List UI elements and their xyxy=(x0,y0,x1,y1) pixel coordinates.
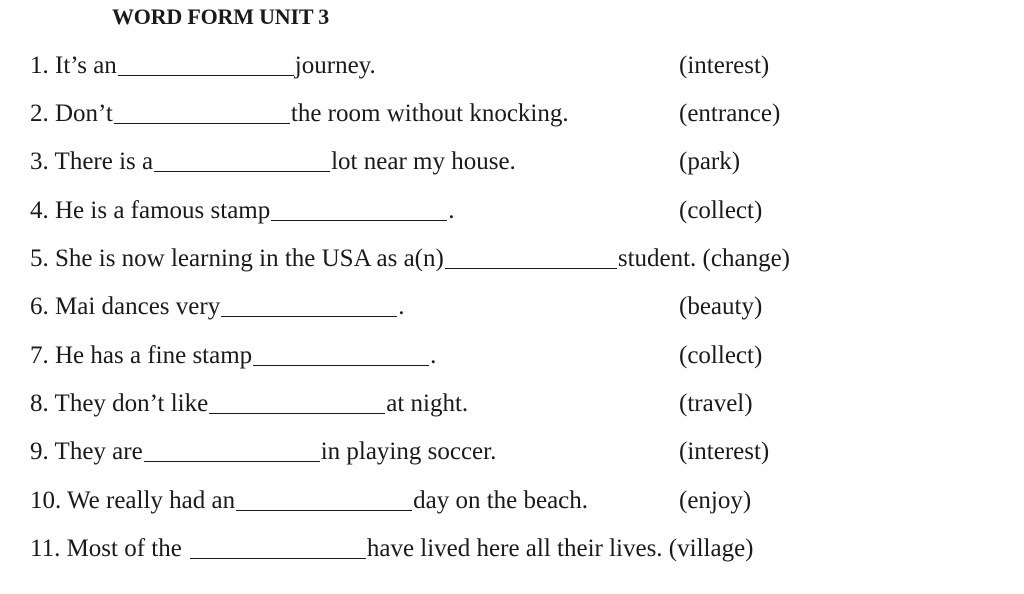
exercise-sentence xyxy=(30,50,376,82)
exercise-sentence xyxy=(30,243,790,275)
sentence-end: lot near my house. xyxy=(331,148,516,175)
word-hint: (travel) xyxy=(679,390,753,417)
sentence-end: the room without knocking. xyxy=(290,100,569,127)
exercise-sentence xyxy=(30,388,468,420)
exercise-sentence xyxy=(30,146,516,178)
answer-blank[interactable] xyxy=(118,51,294,76)
exercise-sentence xyxy=(30,195,454,227)
exercise-sentence xyxy=(30,533,754,565)
answer-blank[interactable] xyxy=(221,292,397,317)
word-hint: (collect) xyxy=(679,342,763,369)
exercise-item-5 xyxy=(0,243,1024,283)
answer-blank[interactable] xyxy=(209,389,385,414)
answer-blank[interactable] xyxy=(445,244,617,269)
sentence-end: have lived here all their lives. (village) xyxy=(366,535,754,562)
exercise-item-8 xyxy=(0,388,1024,428)
answer-blank[interactable] xyxy=(114,99,290,124)
exercise-item-7 xyxy=(0,340,1024,380)
exercise-item-9 xyxy=(0,436,1024,476)
exercise-sentence xyxy=(30,98,569,130)
answer-blank[interactable] xyxy=(144,437,320,462)
exercise-item-1 xyxy=(0,50,1024,90)
sentence-start: 11. Most of the xyxy=(30,535,182,562)
sentence-end: journey. xyxy=(294,52,376,79)
sentence-start: 1. It’s an xyxy=(30,52,117,79)
answer-blank[interactable] xyxy=(253,341,429,366)
answer-blank[interactable] xyxy=(154,147,330,172)
sentence-start: 7. He has a fine stamp xyxy=(30,342,253,369)
sentence-end: . xyxy=(448,197,455,224)
word-hint: (beauty) xyxy=(679,293,763,320)
sentence-end: at night. xyxy=(386,390,469,417)
sentence-start: 8. They don’t like xyxy=(30,390,209,417)
answer-blank[interactable] xyxy=(271,196,447,221)
sentence-end: . xyxy=(398,293,405,320)
sentence-end: . xyxy=(430,342,437,369)
exercise-sentence xyxy=(30,436,496,468)
exercise-item-3 xyxy=(0,146,1024,186)
exercise-item-6 xyxy=(0,291,1024,331)
sentence-end: day on the beach. xyxy=(413,487,589,514)
exercise-item-4 xyxy=(0,195,1024,235)
word-hint: (entrance) xyxy=(679,100,781,127)
answer-blank[interactable] xyxy=(236,486,412,511)
sentence-start: 3. There is a xyxy=(30,148,154,175)
word-hint: (collect) xyxy=(679,197,763,224)
exercise-item-11 xyxy=(0,533,1024,573)
word-hint: (interest) xyxy=(679,52,770,79)
word-hint: (interest) xyxy=(679,438,770,465)
exercise-item-2 xyxy=(0,98,1024,138)
exercise-sentence xyxy=(30,340,436,372)
sentence-start: 2. Don’t xyxy=(30,100,113,127)
word-hint: (park) xyxy=(679,148,741,175)
exercise-item-10 xyxy=(0,485,1024,525)
sentence-end: student. (change) xyxy=(617,245,790,272)
exercise-sentence xyxy=(30,485,588,517)
sentence-start: 9. They are xyxy=(30,438,143,465)
word-hint: (enjoy) xyxy=(679,487,752,514)
sentence-start: 6. Mai dances very xyxy=(30,293,221,320)
answer-blank[interactable] xyxy=(190,534,366,559)
worksheet-title: WORD FORM UNIT 3 xyxy=(112,4,330,29)
sentence-start: 5. She is now learning in the USA as a(n) xyxy=(30,245,444,272)
exercise-sentence xyxy=(30,291,404,323)
sentence-start: 4. He is a famous stamp xyxy=(30,197,271,224)
sentence-end: in playing soccer. xyxy=(320,438,497,465)
sentence-start: 10. We really had an xyxy=(30,487,236,514)
